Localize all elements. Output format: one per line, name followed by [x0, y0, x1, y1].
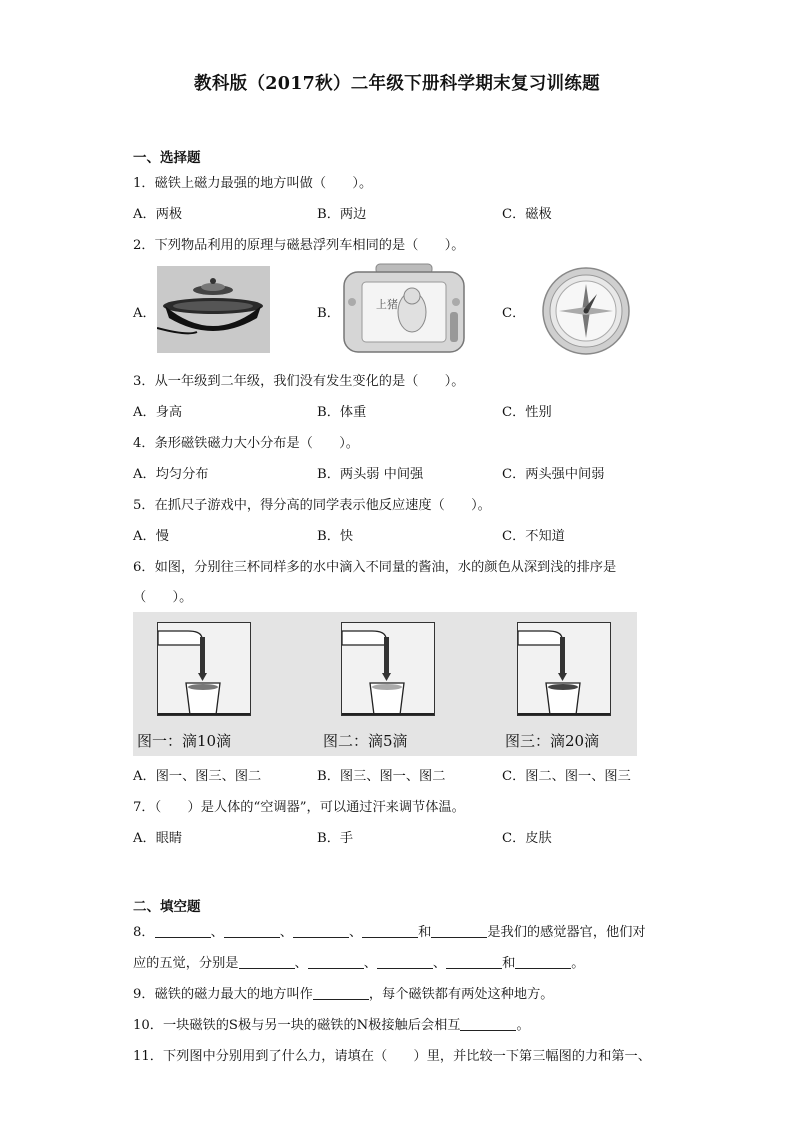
- section-heading-choice: 一、选择题: [133, 150, 201, 166]
- q4-option-c: C．两头强中间弱: [502, 467, 605, 482]
- q8-blank-5[interactable]: [431, 923, 487, 938]
- q8-blank-1[interactable]: [155, 923, 211, 938]
- q7-option-c: C．皮肤: [502, 831, 552, 846]
- q6-option-a: A．图一、图三、图二: [133, 769, 262, 784]
- question-5: 5．在抓尺子游戏中，得分高的同学表示他反应速度（ ）。: [133, 498, 491, 513]
- q8-sense-blank-5[interactable]: [515, 954, 571, 969]
- question-1: 1．磁铁上磁力最强的地方叫做（ ）。: [133, 176, 373, 191]
- q5-option-a: A．慢: [133, 529, 169, 544]
- soy-sauce-drops-figure: [133, 612, 637, 756]
- q3-option-c: C．性别: [502, 405, 552, 420]
- q1-option-c: C．磁极: [502, 207, 552, 222]
- q2-option-c: C．: [502, 306, 526, 321]
- q5-option-c: C．不知道: [502, 529, 565, 544]
- question-10: 10．一块磁铁的S极与另一块的磁铁的N极接触后会相互 。: [133, 1018, 530, 1033]
- drawing-board-text: 上猪: [376, 298, 398, 311]
- question-6-blank: （ ）。: [133, 590, 193, 605]
- q8-sense-blank-1[interactable]: [239, 954, 295, 969]
- q9-blank[interactable]: [313, 985, 369, 1000]
- question-8: 8． 、 、 、 和 是我们的感觉器官，他们对: [133, 925, 646, 940]
- q8-sense-blank-2[interactable]: [308, 954, 364, 969]
- panel-figure-3: [517, 622, 611, 716]
- q7-option-b: B．手: [317, 831, 354, 846]
- question-8-line-2: 应的五觉，分别是 、 、 、 和 。: [133, 956, 585, 971]
- caption-figure-3: 图三：滴20滴: [505, 732, 600, 750]
- q8-sense-blank-3[interactable]: [377, 954, 433, 969]
- question-2: 2．下列物品利用的原理与磁悬浮列车相同的是（ ）。: [133, 238, 465, 253]
- q8-blank-2[interactable]: [224, 923, 280, 938]
- question-7: 7．（ ）是人体的“空调器”，可以通过汗来调节体温。: [133, 800, 465, 815]
- question-3: 3．从一年级到二年级，我们没有发生变化的是（ ）。: [133, 374, 465, 389]
- question-6: 6．如图，分别往三杯同样多的水中滴入不同量的酱油，水的颜色从深到浅的排序是: [133, 560, 617, 575]
- q3-option-b: B．体重: [317, 405, 367, 420]
- q4-option-a: A．均匀分布: [133, 467, 209, 482]
- q8-blank-3[interactable]: [293, 923, 349, 938]
- q1-option-a: A．两极: [133, 207, 183, 222]
- question-4: 4．条形磁铁磁力大小分布是（ ）。: [133, 436, 359, 451]
- panel-figure-1: [157, 622, 251, 716]
- q6-option-b: B．图三、图一、图二: [317, 769, 446, 784]
- q8-blank-4[interactable]: [362, 923, 418, 938]
- page-title: 教科版（2017秋）二年级下册科学期末复习训练题: [194, 74, 600, 94]
- question-11: 11．下列图中分别用到了什么力，请填在（ ）里，并比较一下第三幅图的力和第一、: [133, 1049, 651, 1064]
- magnetic-drawing-board-image: [340, 262, 468, 354]
- q3-option-a: A．身高: [133, 405, 183, 420]
- q1-option-b: B．两边: [317, 207, 367, 222]
- q7-option-a: A．眼睛: [133, 831, 183, 846]
- compass-image: [541, 266, 631, 356]
- panel-figure-2: [341, 622, 435, 716]
- q4-option-b: B．两头弱 中间强: [317, 467, 424, 482]
- q2-option-b: B．: [317, 306, 340, 321]
- floating-dish-image: [157, 266, 270, 353]
- q5-option-b: B．快: [317, 529, 354, 544]
- q10-blank[interactable]: [460, 1016, 516, 1031]
- q8-number: 8．: [133, 925, 155, 940]
- caption-figure-1: 图一：滴10滴: [137, 732, 232, 750]
- section-heading-fill: 二、填空题: [133, 899, 201, 915]
- q6-option-c: C．图二、图一、图三: [502, 769, 631, 784]
- caption-figure-2: 图二：滴5滴: [323, 732, 408, 750]
- q8-sense-blank-4[interactable]: [446, 954, 502, 969]
- question-9: 9．磁铁的磁力最大的地方叫作 ，每个磁铁都有两处这种地方。: [133, 987, 554, 1002]
- q2-option-a: A．: [133, 306, 156, 321]
